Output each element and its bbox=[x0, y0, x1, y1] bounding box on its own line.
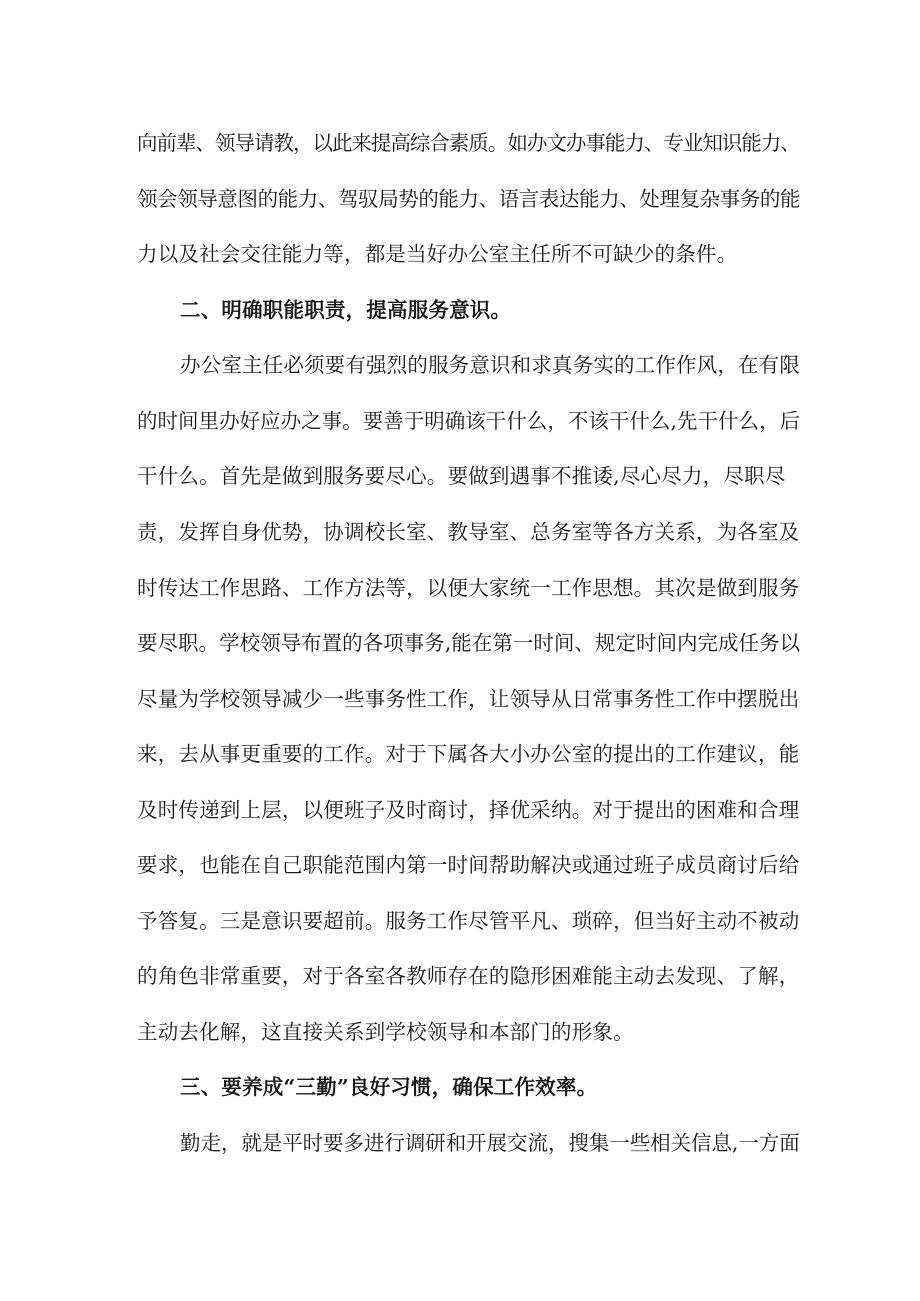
text-line: 予答复。三是意识要超前。服务工作尽管平凡、琐碎，但当好主动不被动 bbox=[137, 909, 800, 933]
text-line: 时传达工作思路、工作方法等，以便大家统一工作思想。其次是做到服务 bbox=[137, 576, 800, 600]
text-line: 主动去化解，这直接关系到学校领导和本部门的形象。 bbox=[137, 1020, 634, 1044]
text-line: 向前辈、领导请教，以此来提高综合素质。如办文办事能力、专业知识能力、 bbox=[137, 131, 800, 155]
text-line: 责，发挥自身优势，协调校长室、教导室、总务室等各方关系，为各室及 bbox=[137, 520, 800, 544]
text-line: 尽量为学校领导减少一些事务性工作，让领导从日常事务性工作中摆脱出 bbox=[137, 687, 800, 711]
text-line: 领会领导意图的能力、驾驭局势的能力、语言表达能力、处理复杂事务的能 bbox=[137, 187, 801, 211]
text-line: 要求，也能在自己职能范围内第一时间帮助解决或通过班子成员商讨后给 bbox=[137, 853, 800, 877]
text-line: 及时传递到上层，以便班子及时商讨，择优采纳。对于提出的困难和合理 bbox=[137, 798, 800, 822]
text-line: 的角色非常重要，对于各室各教师存在的隐形困难能主动去发现、了解， bbox=[137, 964, 800, 988]
text-line: 的时间里办好应办之事。要善于明确该干什么，不该干什么,先干什么，后 bbox=[137, 409, 801, 433]
section-heading-2: 二、明确职能职责，提高服务意识。 bbox=[180, 298, 512, 322]
text-line: 勤走，就是平时要多进行调研和开展交流，搜集一些相关信息,一方面 bbox=[180, 1131, 800, 1155]
text-line: 办公室主任必须要有强烈的服务意识和求真务实的工作作风，在有限 bbox=[180, 353, 800, 377]
text-line: 来，去从事更重要的工作。对于下属各大小办公室的提出的工作建议，能 bbox=[137, 742, 800, 766]
section-heading-3: 三、要养成“三勤”良好习惯，确保工作效率。 bbox=[180, 1075, 598, 1099]
text-line: 要尽职。学校领导布置的各项事务,能在第一时间、规定时间内完成任务以 bbox=[137, 631, 801, 655]
text-line: 干什么。首先是做到服务要尽心。要做到遇事不推诿,尽心尽力，尽职尽 bbox=[137, 464, 786, 488]
text-line: 力以及社会交往能力等，都是当好办公室主任所不可缺少的条件。 bbox=[137, 242, 738, 266]
